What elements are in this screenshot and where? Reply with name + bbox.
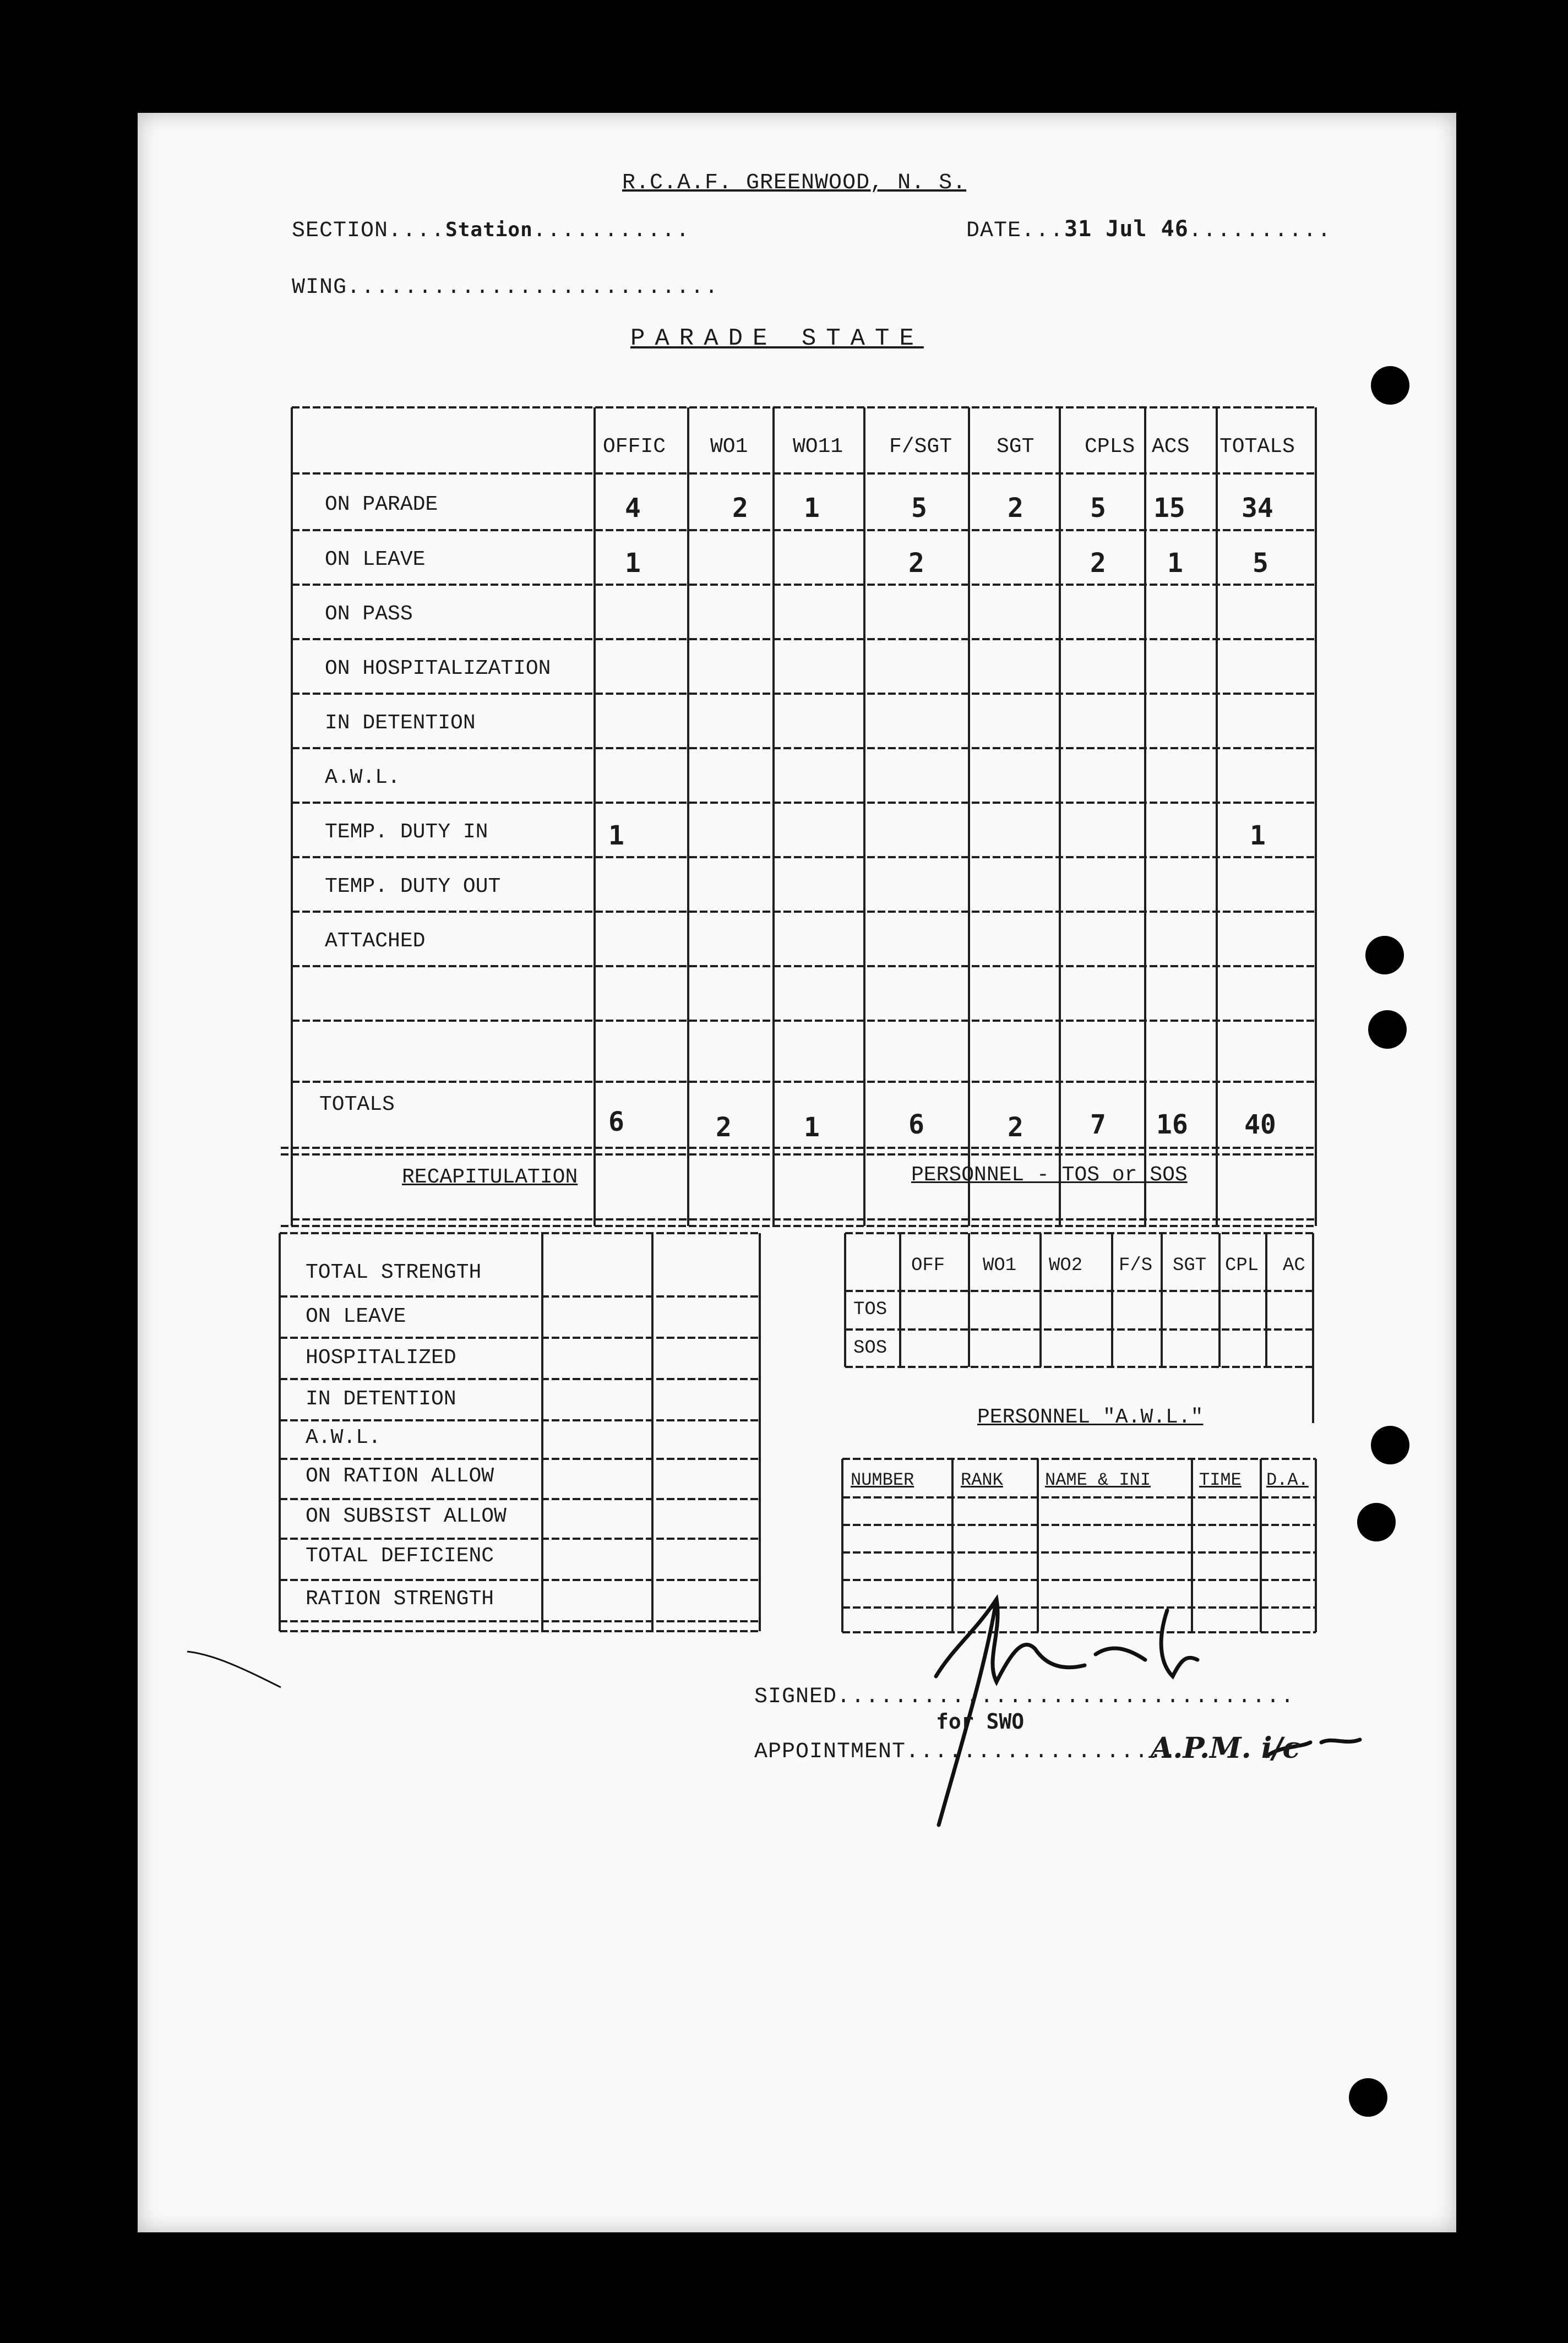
date-label: DATE (966, 219, 1022, 243)
recap-row: A.W.L. (306, 1426, 381, 1450)
on-parade-sgt: 2 (1008, 493, 1023, 524)
awl-title: PERSONNEL "A.W.L." (977, 1405, 1204, 1429)
row-label-awl: A.W.L. (325, 766, 400, 789)
parade-col-cpls: CPLS (1085, 435, 1135, 459)
on-leave-cpls: 2 (1090, 548, 1106, 579)
on-leave-offic: 1 (625, 548, 641, 579)
on-parade-fsgt: 5 (911, 493, 927, 524)
binder-hole (1349, 2078, 1387, 2117)
totals-sgt: 2 (1008, 1112, 1023, 1143)
appointment-line: APPOINTMENT................... (754, 1740, 1178, 1764)
for-label: for SWO (936, 1709, 1025, 1734)
on-parade-wo11: 1 (804, 493, 820, 524)
recap-row: ON RATION ALLOW (306, 1464, 494, 1488)
parade-col-wo1: WO1 (710, 435, 748, 459)
row-label-on-parade: ON PARADE (325, 493, 438, 516)
totals-fsgt: 6 (908, 1109, 924, 1140)
binder-hole (1368, 1010, 1407, 1049)
recap-title: RECAPITULATION (402, 1165, 578, 1189)
binder-hole (1357, 1503, 1396, 1541)
signed-line: SIGNED................................ (754, 1685, 1295, 1709)
parade-col-totals: TOTALS (1219, 435, 1295, 459)
personnel-row-sos: SOS (853, 1338, 888, 1359)
recap-row: IN DETENTION (306, 1387, 456, 1411)
on-leave-fsgt: 2 (908, 548, 924, 579)
on-leave-acs: 1 (1167, 548, 1183, 579)
row-label-on-leave: ON LEAVE (325, 548, 426, 571)
signed-label: SIGNED (754, 1685, 837, 1709)
appointment-value: A.P.M. i/c (1151, 1731, 1300, 1765)
appointment-label: APPOINTMENT (754, 1740, 906, 1764)
on-parade-offic: 4 (625, 493, 641, 524)
totals-totals: 40 (1244, 1109, 1276, 1140)
binder-hole (1371, 1426, 1409, 1464)
awl-col: NUMBER (851, 1470, 914, 1490)
row-label-totals: TOTALS (319, 1093, 395, 1116)
personnel-col: WO1 (983, 1255, 1017, 1276)
totals-acs: 16 (1156, 1109, 1188, 1140)
parade-col-offic: OFFIC (603, 435, 666, 459)
row-label-attached: ATTACHED (325, 929, 426, 953)
awl-col: RANK (961, 1470, 1003, 1490)
recap-row: RATION STRENGTH (306, 1587, 494, 1611)
totals-wo1: 2 (716, 1112, 732, 1143)
parade-col-acs: ACS (1152, 435, 1190, 459)
personnel-col: SGT (1173, 1255, 1207, 1276)
row-label-in-detention: IN DETENTION (325, 711, 476, 735)
recap-row: ON LEAVE (306, 1305, 406, 1328)
on-parade-wo1: 2 (732, 493, 748, 524)
awl-col: TIME (1199, 1470, 1242, 1490)
wing-label: WING (292, 275, 347, 300)
recap-row: ON SUBSIST ALLOW (306, 1505, 507, 1528)
personnel-col: CPL (1225, 1255, 1259, 1276)
temp-duty-in-totals: 1 (1250, 820, 1266, 851)
binder-hole (1371, 366, 1409, 405)
document-page (138, 113, 1456, 2232)
totals-cpls: 7 (1090, 1109, 1106, 1140)
on-leave-totals: 5 (1253, 548, 1268, 579)
date-value: 31 Jul 46 (1064, 216, 1189, 242)
section-value: Station (445, 219, 533, 241)
recap-row: TOTAL STRENGTH (306, 1261, 482, 1284)
recap-row: HOSPITALIZED (306, 1346, 456, 1370)
personnel-row-tos: TOS (853, 1299, 888, 1320)
totals-offic: 6 (608, 1107, 624, 1137)
unit-heading: R.C.A.F. GREENWOOD, N. S. (622, 171, 967, 195)
wing-line: WING.......................... (292, 275, 720, 300)
personnel-col: OFF (911, 1255, 945, 1276)
personnel-col: AC (1283, 1255, 1305, 1276)
personnel-col: F/S (1119, 1255, 1153, 1276)
margin-scribble (187, 1652, 281, 1687)
on-parade-acs: 15 (1153, 493, 1185, 524)
table-grid-lines (138, 113, 1456, 2232)
awl-col: NAME & INI (1045, 1470, 1151, 1490)
totals-wo11: 1 (804, 1112, 820, 1143)
temp-duty-in-offic: 1 (608, 820, 624, 851)
on-parade-cpls: 5 (1090, 493, 1106, 524)
binder-hole (1365, 936, 1404, 974)
row-label-on-pass: ON PASS (325, 602, 413, 626)
section-line: SECTION....Station........... (292, 219, 690, 243)
personnel-col: WO2 (1049, 1255, 1083, 1276)
date-line: DATE...31 Jul 46.......... (966, 216, 1332, 243)
row-label-temp-duty-out: TEMP. DUTY OUT (325, 875, 501, 898)
personnel-title: PERSONNEL - TOS or SOS (911, 1163, 1188, 1187)
on-parade-totals: 34 (1242, 493, 1273, 524)
document-title: PARADE STATE (630, 325, 924, 352)
recap-row: TOTAL DEFICIENC (306, 1544, 494, 1568)
parade-col-fsgt: F/SGT (889, 435, 952, 459)
row-label-on-hospitalization: ON HOSPITALIZATION (325, 657, 551, 680)
parade-col-wo11: WO11 (793, 435, 843, 459)
awl-col: D.A. (1266, 1470, 1309, 1490)
row-label-temp-duty-in: TEMP. DUTY IN (325, 820, 488, 844)
parade-col-sgt: SGT (997, 435, 1035, 459)
section-label: SECTION (292, 219, 389, 243)
